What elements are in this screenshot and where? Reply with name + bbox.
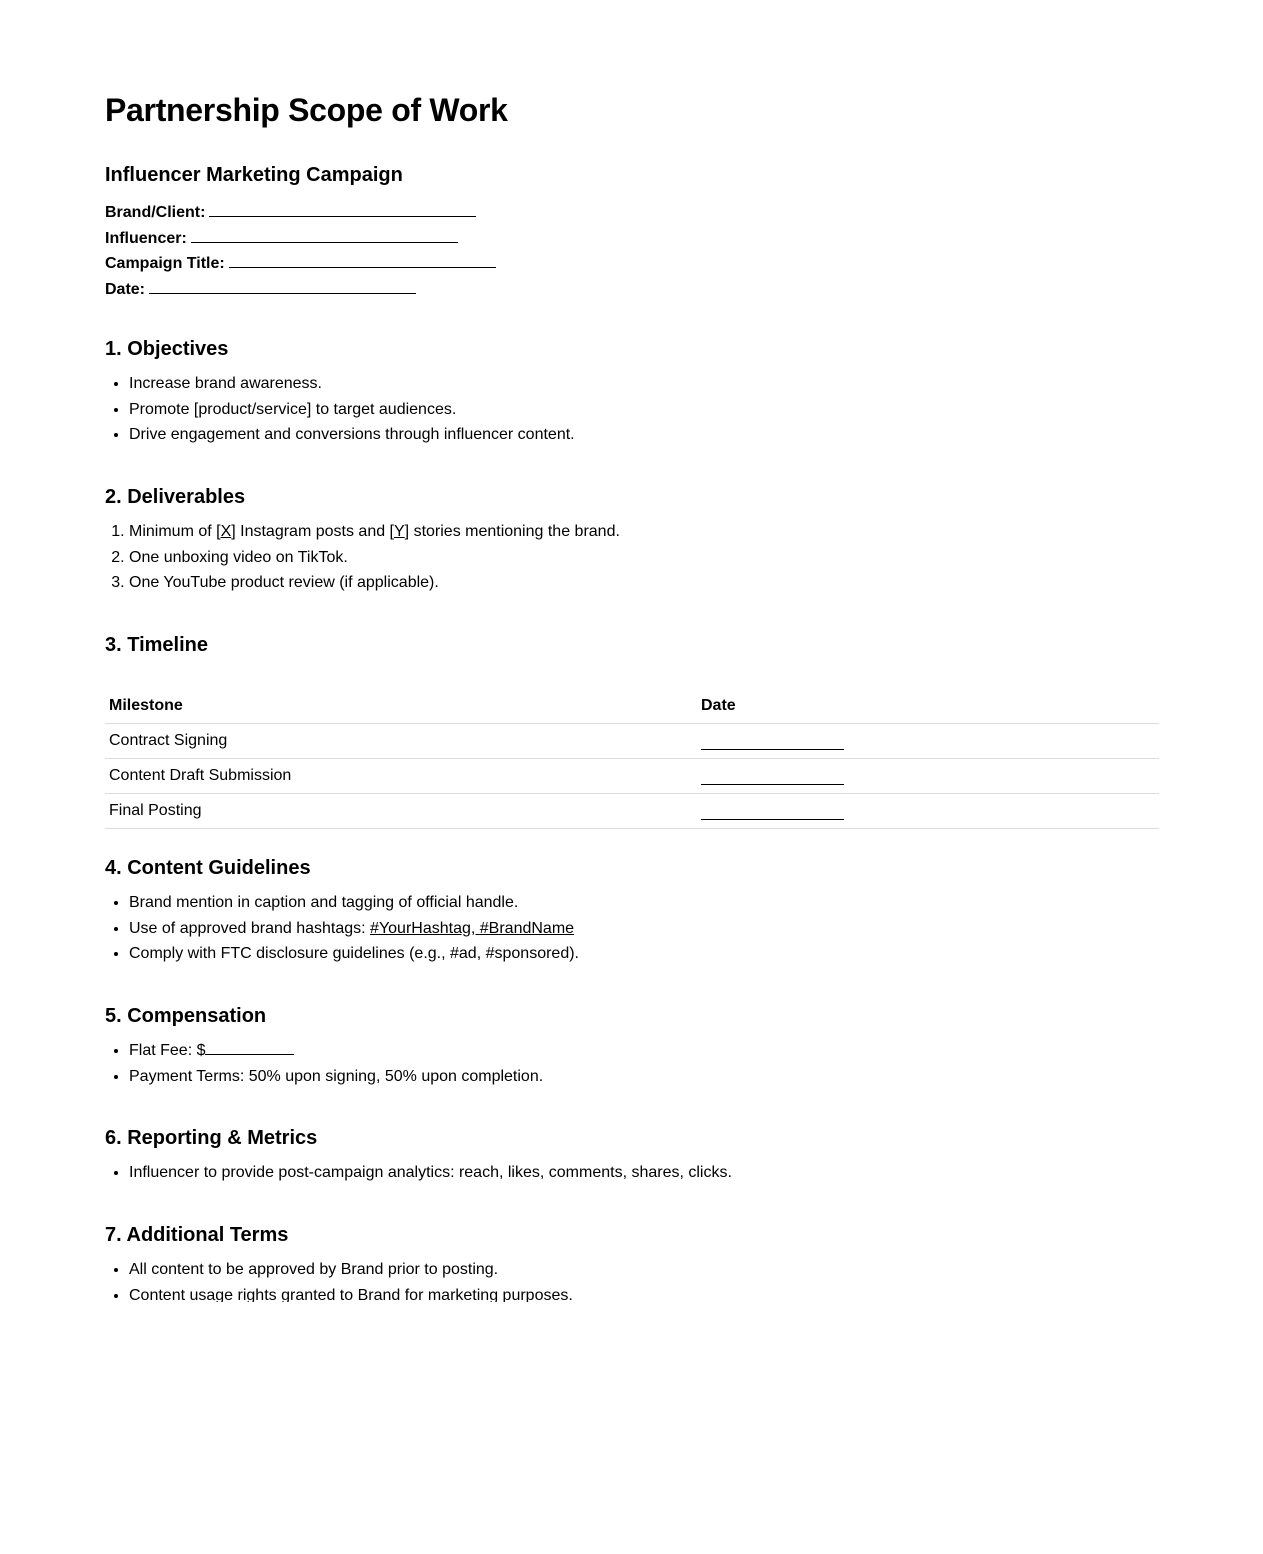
fill-in-blank xyxy=(229,252,496,268)
section-heading: 1. Objectives xyxy=(105,338,229,360)
additional-terms-list xyxy=(105,1257,1159,1302)
section-compensation xyxy=(105,1002,1159,1089)
fill-in-blank xyxy=(209,201,476,217)
field-campaign-title xyxy=(105,251,496,277)
text-segment: Use of approved brand hashtags: xyxy=(129,919,371,937)
column-header-date: Date xyxy=(697,689,1159,724)
section-heading: 4. Content Guidelines xyxy=(105,857,311,879)
list-item: • Payment Terms: 50% upon signing, 50% upon completion. xyxy=(129,1064,1159,1090)
list-item: • Influencer to provide post-campaign analytics: reach, likes, comments, shares, clicks. xyxy=(129,1160,1159,1186)
table-row xyxy=(105,794,1159,829)
fill-in-blank xyxy=(701,735,844,750)
list-item: • Increase brand awareness. xyxy=(129,371,1159,397)
list-item: • Drive engagement and conversions through influencer content. xyxy=(129,422,1159,448)
list-item: • Content usage rights granted to Brand for marketing purposes. xyxy=(129,1283,1159,1302)
list-item: • Comply with FTC disclosure guidelines (e.g., #ad, #sponsored). xyxy=(129,941,1159,967)
column-header-milestone: Milestone xyxy=(105,689,697,724)
fill-in-blank xyxy=(205,1039,294,1055)
list-item: • Promote [product/service] to target audiences. xyxy=(129,397,1159,423)
text-segment: Flat Fee: $ xyxy=(129,1042,206,1059)
section-reporting xyxy=(105,1124,1159,1186)
fill-in-blank xyxy=(701,770,844,785)
section-content-guidelines xyxy=(105,854,1159,967)
list-item: 3. One YouTube product review (if applicable). xyxy=(129,570,1159,596)
list-item xyxy=(129,1038,1159,1064)
date-cell xyxy=(697,724,1159,759)
table-row xyxy=(105,759,1159,794)
hashtag-link-brandname[interactable]: #BrandName xyxy=(479,919,575,937)
section-objectives xyxy=(105,335,1159,448)
section-heading: 6. Reporting & Metrics xyxy=(105,1127,318,1149)
field-label: Influencer: xyxy=(105,229,187,247)
timeline-table xyxy=(105,689,1159,829)
field-influencer xyxy=(105,226,496,252)
fill-in-blank xyxy=(701,805,844,820)
date-cell xyxy=(697,759,1159,794)
list-item: 2. One unboxing video on TikTok. xyxy=(129,545,1159,571)
milestone-cell: Final Posting xyxy=(105,794,697,829)
compensation-list xyxy=(105,1038,1159,1089)
list-item: • Brand mention in caption and tagging of official handle. xyxy=(129,890,1159,916)
list-item: • All content to be approved by Brand prior to posting. xyxy=(129,1257,1159,1283)
section-heading: 2. Deliverables xyxy=(105,486,246,508)
section-heading: 7. Additional Terms xyxy=(105,1224,289,1246)
document-subtitle: Influencer Marketing Campaign xyxy=(105,164,403,186)
fill-in-blank xyxy=(191,227,458,243)
fill-in-blank xyxy=(149,278,416,294)
text-segment: Minimum of [ xyxy=(129,523,221,540)
section-heading: 5. Compensation xyxy=(105,1005,267,1027)
section-additional-terms xyxy=(105,1221,1159,1302)
objectives-list xyxy=(105,371,1159,448)
text-segment: ] stories mentioning the brand. xyxy=(404,523,620,540)
field-label: Date: xyxy=(105,281,146,299)
header-fields xyxy=(105,200,496,303)
milestone-cell: Contract Signing xyxy=(105,724,697,759)
field-label: Campaign Title: xyxy=(105,255,225,273)
section-timeline xyxy=(105,631,1159,829)
date-cell xyxy=(697,794,1159,829)
field-date xyxy=(105,277,496,303)
deliverables-list xyxy=(105,519,1159,596)
document-title: Partnership Scope of Work xyxy=(105,92,508,128)
placeholder-y: Y xyxy=(394,523,405,540)
reporting-list xyxy=(105,1160,1159,1186)
section-deliverables xyxy=(105,483,1159,596)
table-header-row xyxy=(105,689,1159,724)
list-item xyxy=(129,519,1159,545)
field-label: Brand/Client: xyxy=(105,204,206,221)
milestone-cell: Content Draft Submission xyxy=(105,759,697,794)
text-segment: ] Instagram posts and [ xyxy=(231,523,394,540)
placeholder-x: X xyxy=(220,523,232,540)
text-segment: , xyxy=(470,919,480,937)
guidelines-list xyxy=(105,890,1159,967)
hashtag-link-yourhashtag[interactable]: #YourHashtag xyxy=(370,919,471,937)
list-item xyxy=(129,916,1159,942)
section-heading: 3. Timeline xyxy=(105,634,209,656)
table-row xyxy=(105,724,1159,759)
field-brand-client xyxy=(105,200,496,226)
